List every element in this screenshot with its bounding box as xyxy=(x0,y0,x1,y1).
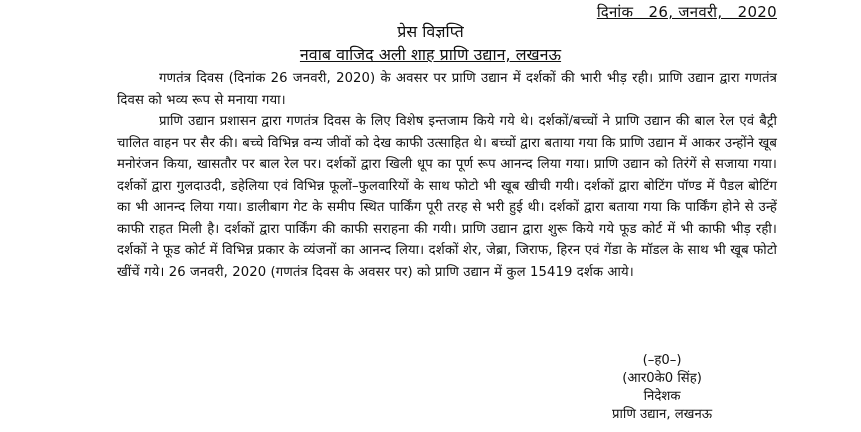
signature-block xyxy=(612,352,712,424)
signature-mark: (–ह0–) xyxy=(642,353,682,368)
document-title: प्रेस विज्ञप्ति xyxy=(397,22,464,41)
date-line: दिनांक 26, जनवरी, 2020 xyxy=(596,3,777,21)
paragraph-1: गणतंत्र दिवस (दिनांक 26 जनवरी, 2020) के अवसर पर प्राणि उद्यान में दर्शकों की भारी भीड़ रही। प्राणि उद्यान द्वारा गणतंत्र दिवस को भव्य रूप से मनाया गया। xyxy=(117,71,777,108)
document-body xyxy=(117,68,777,283)
paragraph-2: प्राणि उद्यान प्रशासन द्वारा गणतंत्र दिवस के लिए विशेष इन्तजाम किये गये थे। दर्शकों/बच्चों ने प्राणि उद्यान की बाल रेल एवं बैट्री चालित वाहन पर सैर की। बच्चे विभिन्न वन्य जीवों को देख काफी उत्साहित थे। बच्चों द्वारा बताया गया कि प्राणि उद्यान में आकर उन्होंने खूब मनोरंजन किया, खासतौर पर बाल रेल पर। दर्शकों द्वारा खिली धूप का पूर्ण रूप आनन्द लिया गया। प्राणि उद्यान को तिरंगें से सजाया गया। दर्शकों द्वारा गुलदाउदी, डहेलिया एवं विभिन्न फूलों–फुलवारियों के साथ फोटो भी खूब खीची गयी। दर्शकों द्वारा बोटिंग पॉण्ड में पैडल बोटिंग का भी आनन्द लिया गया। डालीबाग गेट के समीप स्थित पार्किंग पूरी तरह से भरी हुई थी। दर्शकों द्वारा बताया गया कि पार्किंग होने से उन्हें काफी राहत मिली है। दर्शकों द्वारा पार्किंग की काफी सराहना की गयी। प्राणि उद्यान द्वारा शुरू किये गये फूड कोर्ट में भी काफी भीड़ रही। दर्शकों ने फूड कोर्ट में विभिन्न प्रकार के व्यंजनों का आनन्द लिया। दर्शकों शेर, जेब्रा, जिराफ, हिरन एवं गेंडा के मॉडल के साथ भी खूब फोटो खींचें गये। 26 जनवरी, 2020 (गणतंत्र दिवस के अवसर पर) को प्राणि उद्यान में कुल 15419 दर्शक आये। xyxy=(117,114,777,280)
signatory-designation: निदेशक xyxy=(643,389,681,404)
signatory-office: प्राणि उद्यान, लखनऊ xyxy=(612,407,713,422)
signatory-name: (आर0के0 सिंह) xyxy=(622,371,702,386)
document-subtitle: नवाब वाजिद अली शाह प्राणि उद्यान, लखनऊ xyxy=(299,45,562,64)
